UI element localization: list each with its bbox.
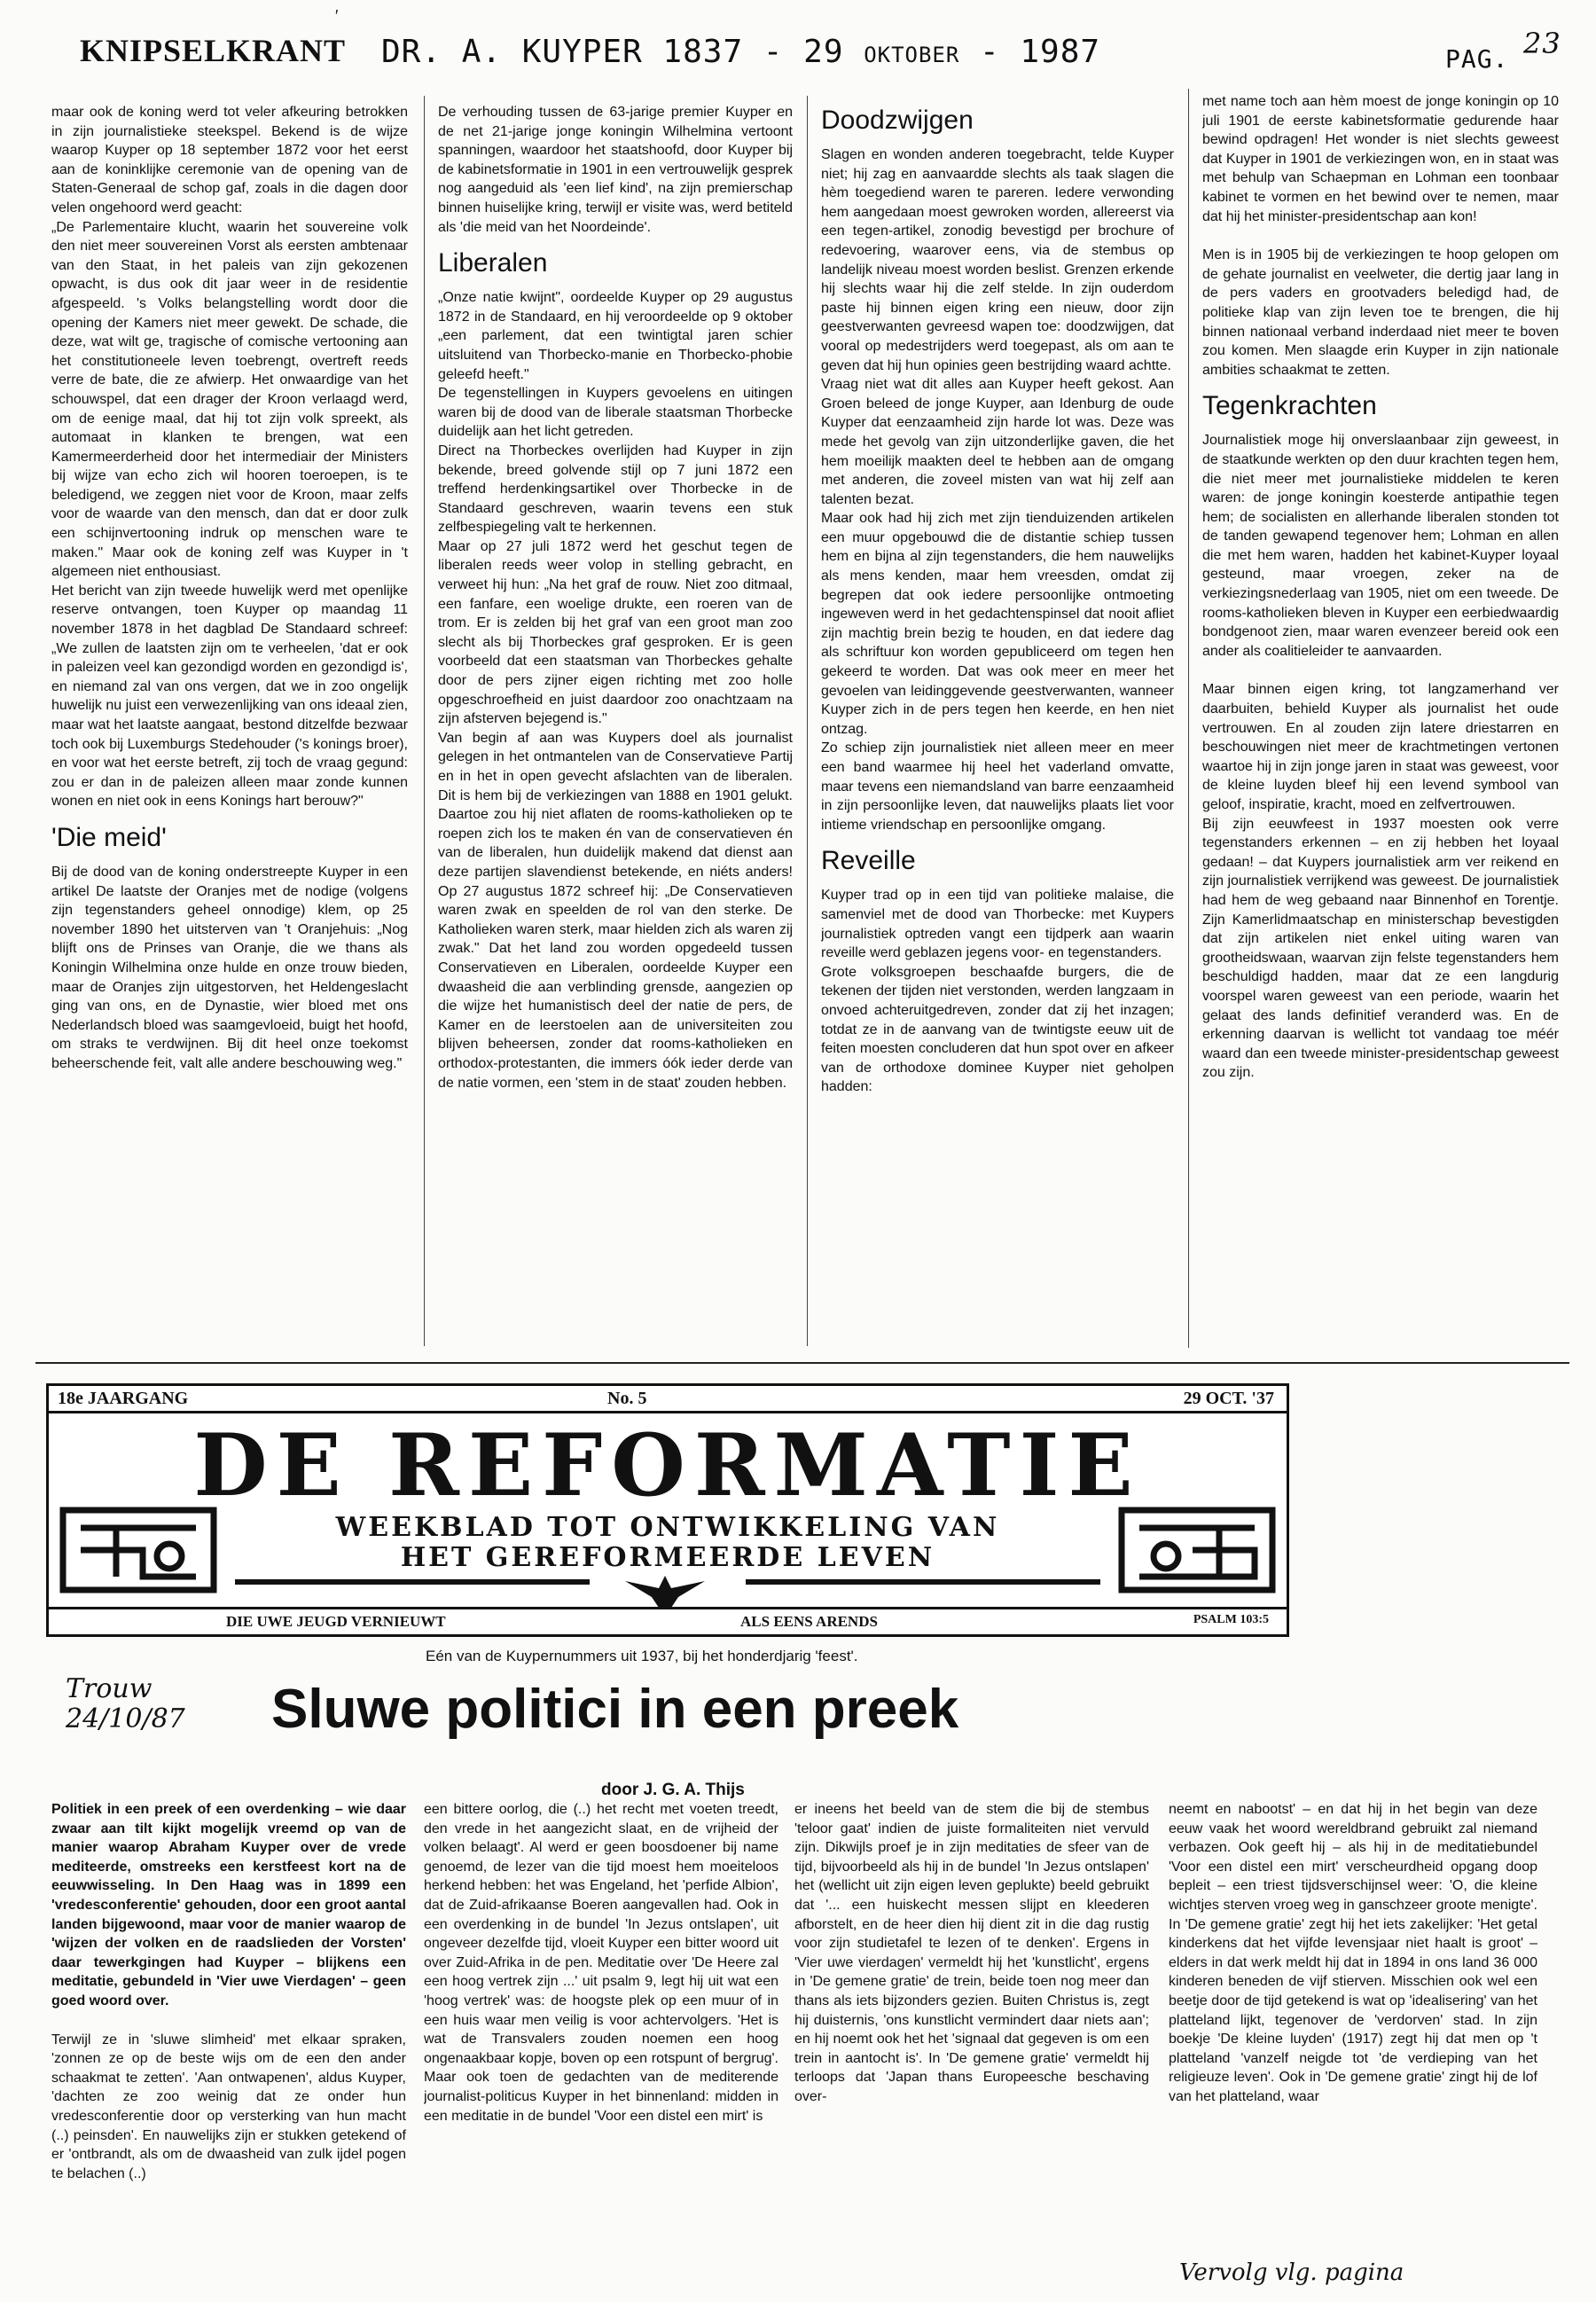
paragraph: „De Parlementaire klucht, waarin het souvereine volk den niet meer souvereinen Vorst als eersten ambtenaar van den Staat, in het paleis van zijn gekozenen opwacht, is dus ook dit jaar weer in de residentie afgespeeld. 's Volks belangstelling wordt door die opening der Kamers niet meer gewekt. De schade, die deze, wat wilt ge, tragische of comische vertooning aan het constitutioneele leven toebrengt, overtreft reeds verre de bate, die ze afwierp. Het onwaardige van het schouwspel, dat een drager der Kroon verlaagd werd, om de eenige maal, dat hij tot zijn volk spreekt, als automaat in klanken te brengen, wat een Kamermeerderheid door het intermediair der Ministers bij wijze van echo zich wil hooren toeroepen, is te beledigend, we zeggen niet voor de Kroon, maar zelfs voor de waarde van den mensch, dan dat er door zulk een schijnvertooning indruk op menschen ware te maken." Maar ook de koning zelf was Kuyper in 't algemeen niet enthousiast.: [51, 219, 408, 580]
paragraph: Vraag niet wat dit alles aan Kuyper heeft gekost. Aan Groen beleed de jonge Kuyper, aan Idenburg de oude Kuyper dat eenzaamheid zijn harde lot was. Deze was mede het gevolg van zijn uitzonderlijke gaven, die het hem moeilijk maakten deel te hebben aan de omgang met anderen, die zoveel misten van wat hij zelf aan talenten bezat.: [821, 377, 1174, 507]
paragraph: een bittere oorlog, die (..) het recht met voeten treedt, den vrede in het aangezicht slaat, en de vrijheid der volken belaagt'. Al werd er geen boosdoener bij name genoemd, de lezer van die tijd moest hem moeiteloos herkend hebben: het was Engeland, het 'perfide Albion', dat de Zuid-afrikaanse Boeren aangevallen had. Ook in een overdenking in de bundel 'In Jezus ontslapen', uit ongeveer dezelfde tijd, vloeit Kuyper een bitter woord uit over Zuid-Afrika in de pen. Meditatie over 'De Heere zal een hoog vertrek zijn ...' uit psalm 9, legt hij uit wat een 'hoog vertrek' was: de hoogste plek op een muur of in een huis waar men veilig is voor achtervolgers. 'Het is wat de Transvalers zouden noemen een hoog ongenaakbaar kopje, boven op een rotspunt of bergrug'. Maar ook toen de gedachten van de mediterende journalist-politicus Kuyper in het binnenland: midden in een meditatie in de bundel 'Voor een distel een mirt' is: [424, 1802, 778, 2124]
article2-column-4: [1169, 1800, 1537, 2243]
article2-column-2: [424, 1800, 778, 2243]
paragraph: er ineens het beeld van de stem die bij de stembus 'teloor gaat' indien de juiste formaliteiten niet vervuld zijn. Dikwijls proef je in zijn meditaties de sfeer van de tijd, bijvoorbeeld als hij in de bundel 'In Jezus ontslapen' het (wellicht uit zijn eigen leven geplukte) beeld gebruikt dat '... een huiskecht messen slijpt en kleederen afborstelt, en de heer dien hij dient zit in die dag rustig voor zijn studietafel te lezen of te denken'. Ergens in 'Vier uwe vierdagen' vermeldt hij het 'kunstlicht', ergens in 'De gemene gratie' de trein, beide toen nog meer dan thans als iets bijzonders gezien. Buiten Christus is, zegt hij duisternis, 'ons kunstlicht vermindert daar niets aan'; en hij noemt ook het het 'signaal dat gegeven is om een trein in aantocht is'. In 'De gemene gratie' vermeldt hij terloops dat 'Japan thans Europeesche beschaving over-: [794, 1802, 1149, 2104]
subheading: Tegenkrachten: [1202, 391, 1377, 421]
paragraph: Bij zijn eeuwfeest in 1937 moesten ook verre tegenstanders erkennen – en zij hebben het loyaal gedaan! – dat Kuypers journalistiek arm ver reikend en zijn journalistiek verrijkend was geweest. De journalistiek had hem de weg gebaand naar Binnenhof en Torentje. Zijn Kamerlidmaatschap en ministerschap bevestigden dat zijn artikelen niet enkel uiting waren van grootheidswaan, waarvan zijn felste tegenstanders hem beschuldigd hadden, maar dat ze een langdurig voorspel waren geweest van een periode, waarin het gelaat des lands definitief veranderd was. En de erkenning daarvan is wellicht tot vandaag toe méér waard dan een tweede minister-presidentschap geweest zou zijn.: [1202, 816, 1559, 1081]
header-title: [381, 34, 1100, 70]
masthead-top-bar: [49, 1386, 1287, 1413]
masthead-motto-bar: [49, 1607, 1287, 1634]
tick-mark: ′: [335, 7, 339, 25]
paragraph: De tegenstellingen in Kuypers gevoelens en uitingen waren bij de dood van de liberale staatsman Thorbecke duidelijk aan het licht getreden.: [438, 386, 793, 440]
column-rule: [807, 96, 808, 1346]
page-number: 23: [1523, 27, 1561, 60]
article-column-3: [821, 105, 1174, 1364]
subheading: Liberalen: [438, 248, 548, 278]
article-byline: door J. G. A. Thijs: [601, 1781, 745, 1799]
left-ornament-icon: [54, 1501, 223, 1601]
masthead-subtitle-2: HET GEREFORMEERDE LEVEN: [400, 1542, 935, 1573]
header-month: OKTOBER: [864, 43, 960, 67]
masthead-issue: No. 5: [607, 1389, 647, 1408]
article-lead: Politiek in een preek of een overdenking – wie daar zwaar aan tilt kijkt mogelijk vreemd op van de manier waarop Abraham Kuyper over de vrede mediteerde, omstreeks een kerstfeest kort na de eeuwwisseling. In Den Haag was in 1899 een 'vredesconferentie' gehouden, door een groot aantal landen bijgewoond, maar voor de manier waarop de 'wijzen der volken en de raadslieden der Vorsten' daar tewerkgingen had Kuyper – blijkens een meditatie, gebundeld in 'Vier uwe Vierdagen' – geen goed woord over.: [51, 1802, 406, 2008]
article-column-1: [51, 103, 408, 1362]
paragraph: Het bericht van zijn tweede huwelijk werd met openlijke reserve ontvangen, toen Kuyper op maandag 11 november 1878 in het dagblad De Standaard schreef: „We zullen de laatsten zijn om te verheelen, 'dat er ook in paleizen veel kan gezondigd worden en gezondigd is', en niemand zal van ons vergen, dat we in zoo ongelijk huwelijk nu juist een verwezenlijking van ons ideaal zien, maar wat het laatste aangaat, bestond ditzelfde bezwaar toch ook bij Luxemburgs Stedehouder ('s konings broer), en voor wat het eerste betreft, zij toch de vraag gegund: zou er dan in de paleizen alleen maar zonde kunnen wonen en niet ook in eens Konings hart berouw?": [51, 583, 408, 810]
paragraph: Direct na Thorbeckes overlijden had Kuyper in zijn bekende, breed golvende stijl op 7 juni 1872 een treffend herdenkingsartikel over Thorbecke in de Standaard geschreven, waarin tevens een stuk zelfbespiegeling valt te herkennen.: [438, 442, 793, 536]
paragraph: Zo schiep zijn journalistiek niet alleen meer en meer een band waarmee hij heel het vaderland omvatte, maar tevens een niemandsland van barre eenzaamheid in zijn persoonlijke leven, dat nauwelijks plaats liet voor intieme vriendschap en persoonlijke omgang.: [821, 740, 1174, 833]
column-rule: [1188, 89, 1189, 1348]
article2-column-3: [794, 1800, 1149, 2243]
article-column-4: [1202, 92, 1559, 1360]
handwritten-source-name: Trouw: [66, 1673, 153, 1704]
paragraph: Maar op 27 juli 1872 werd het geschut tegen de liberalen reeds weer volop in stelling gebracht, en verweet hij hun: „Na het graf de rouw. Niet zoo ditmaal, een fanfare, een woelige drukte, een roeren van de trom. Er is zelden bij het graf van een groot man zoo slecht als bij Thorbeckes graf gesproken. Er is geen voorbeeld dat een staatsman van Thorbeckes gehalte door de pers zijner eigen richting met zoo holle opgeschroefheid en juist daardoor zoo onachtzaam na zijn afsterven bejegend is.": [438, 538, 793, 727]
subheading: Reveille: [821, 846, 916, 876]
paragraph: Men is in 1905 bij de verkiezingen te hoop gelopen om de gehate journalist en veelweter, die dertig jaar lang in de pers vaders en grootvaders beledigd had, de politieke klap van zijn leven toe te brengen, die hij binnen nationaal verband inderdaad niet meer te boven zou komen. Men slaagde erin Kuyper in zijn nationale ambities schaakmat te zetten.: [1202, 247, 1559, 378]
article-column-2: [438, 103, 793, 1362]
paragraph: Kuyper trad op in een tijd van politieke malaise, die samenviel met de dood van Thorbecke: met Kuypers journalistiek optreden vangt een tijdperk aan waarin reveille werd geblazen jegens voor- en tegenstanders.: [821, 888, 1174, 961]
paragraph: Maar ook had hij zich met zijn tienduizenden artikelen een muur opgebouwd die de distantie schiep tussen hem en bijna al zijn tegenstanders, die hem nauwelijks als mens kenden, maar hem vreesden, omdat zij begrepen dat ook iedere persoonlijke ontmoeting ingeweven werd in het gedachtenspinsel dat nooit afliet zijn machtig brein bezig te houden, en dat iedere dag als schriftuur kon worden gepubliceerd om tegen hen gekeerd te worden. Dat was ook meer en meer het gevoelen van leidinggevende geestverwanten, wanneer Kuyper zich in de pers tegen hen keerde, en hen niet ontzag.: [821, 511, 1174, 737]
paragraph: Bij de dood van de koning onderstreepte Kuyper in een artikel De laatste der Oranjes met de nodige (volgens zijn tegenstanders geheel onnodige) klem, op 25 november 1890 het uitsterven van 't Oranjehuis: „Nog blijft ons de Prinses van Oranje, die we thans als Koningin Wilhelmina onze hulde en onze trouw bieden, maar de Oranjes zijn uitgestorven, het Heldengeslacht ging van ons, en de Dynastie, wier bloed met ons Nederlandsch bloed was saamgevloeid, buigt het hoofd, om straks te verdwijnen. Bij dit heel onze toekomst beheerschende feit, valt alle andere beschouwing weg.": [51, 864, 408, 1071]
paragraph: Grote volksgroepen beschaafde burgers, die de tekenen der tijden niet verstonden, werden langzaam in onvoed achteruitgedreven, zonder dat zij het inzagen; totdat ze in de aanvang van de twintigste eeuw uit de feiten moesten concluderen dat hun spot over en afkeer van de orthodoxe dominee Kuyper niet geholpen hadden:: [821, 964, 1174, 1095]
paragraph: Terwijl ze in 'sluwe slimheid' met elkaar spraken, 'zonnen ze op de beste wijs om de een den ander schaakmat te zetten'. 'Aan ontwapenen', aldus Kuyper, 'dachten ze zoo weinig dat ze onder hun vredesconferentie door op versterking van hun macht (..) peinsden'. En nauwelijks zijn er stukken getekend of er 'ontbrandt, als om de dwaasheid van zulk ijdel pogen te belachen (..): [51, 2032, 406, 2181]
masthead-motto-left: DIE UWE JEUGD VERNIEUWT: [226, 1613, 446, 1630]
masthead-motto-right: ALS EENS ARENDS: [740, 1613, 878, 1630]
article-headline: Sluwe politici in een preek: [271, 1679, 959, 1740]
paragraph: Van begin af aan was Kuypers doel als journalist gelegen in het ontmantelen van de Conservatieve Partij en in het in open gevecht afslachten van de liberalen. Dit is hem bij de verkiezingen van 1888 en 1901 gelukt. Daartoe zou hij niet aflaten de rooms-katholieken op te roepen zich los te maken én van de conservatieven én van de liberalen, hun duidelijk makend dat dienst aan deze partijen slavendienst betekende, en niéts anders! Op 27 augustus 1872 schreef hij: „De Conservatieven waren zwak en speelden de rol van den sterke. De Katholieken waren sterk, maar hielden zich als waren zij zwak." Dat het land zou worden opgedeeld tussen Conservatieven en Liberalen, oordeelde Kuyper een dwaasheid die aan verblinding grensde, aangezien op die wijze het humanistisch deel der natie de pers, de Kamer en de leerstoelen aan de universiteiten zou blijven beheersen, zonder dat rooms-katholieken en orthodox-protestanten, die immers óók ieder derde van de natie vormen, een 'stem in de staat' zouden hebben.: [438, 730, 793, 1091]
masthead-motto-ref: PSALM 103:5: [1193, 1613, 1269, 1626]
section-divider: [35, 1362, 1569, 1364]
paragraph: Slagen en wonden anderen toegebracht, telde Kuyper niet; hij zag en aanvaardde slechts als taak slagen die hèm toegediend waren te pareren. Iedere verwonding hem aangedaan moest gewroken worden, allereerst via een tegen-artikel, zonodig bevestigd per brochure of redevoering, waarover eens, via de stembus op landelijk niveau moest worden beslist. Grenzen erkende hij slechts waar hij die zelf stelde. In zijn ouderdom paste hij binnen eigen kring een nieuw, door zijn geestverwanten gevreesd wapen toe: doodzwijgen, dat vooral op medestrijders werd toegepast, als om aan te geven dat hij hun opinies geen bestrijding waard achtte.: [821, 147, 1174, 373]
page-label: PAG.: [1445, 44, 1509, 74]
masthead-volume: 18e JAARGANG: [58, 1389, 189, 1408]
column-rule: [424, 96, 425, 1346]
paragraph: Journalistiek moge hij onverslaanbaar zijn geweest, in de staatkunde werkten op den duur krachten tegen hem, die niet meer met journalistieke middelen te keren waren: de jonge koningin koesterde antipathie tegen hem; de socialisten en allerhande liberalen stonden tot de tanden gewapend tegenover hem; Lohman en allen die met hem waren, hadden het kabinet-Kuyper loyaal gesteund, maar vroegen, zeker na de verkiezingsnederlaag van 1905, niet om een tweede. De rooms-katholieken bleven in Kuyper een eerbiedwaardig bondgenoot zien, maar waren evenzeer bereid ook een ander als coalitieleider te aanvaarden.: [1202, 433, 1559, 659]
paragraph: Maar binnen eigen kring, tot langzamerhand ver daarbuiten, behield Kuyper als journalist het oude vertrouwen. En al zouden zijn latere driestarren en beschouwingen niet meer de krachtmetingen vertonen waartoe hij in zijn jonge jaren in staat was geweest, voor de kleine luyden bleef hij een levend symbool van geloof, inspiratie, kracht, moed en zelfvertrouwen.: [1202, 682, 1559, 812]
handwritten-source: [66, 1674, 185, 1734]
paragraph: De verhouding tussen de 63-jarige premier Kuyper en de net 21-jarige jonge koningin Wilhelmina vertoont spanningen, waardoor het staatshoofd, door Kuyper bij de kabinetsformatie in 1901 in een vertrouwelijk gesprek nog aangeduid als 'een lief kind', na zijn premierschap binnen huiselijke kring, terwijl er visite was, werd betiteld als 'die meid van het Noordeinde'.: [438, 105, 793, 235]
header-title-b: - 1987: [980, 34, 1101, 70]
clipping-label: KNIPSELKRANT: [80, 33, 347, 68]
masthead-bar-icon: [235, 1577, 1100, 1587]
masthead-title: DE REFORMATIE: [193, 1415, 1142, 1515]
paragraph: neemt en nabootst' – en dat hij in het begin van deze eeuw vaak het woord wereldbrand gebruikt zal niemand verbazen. Ook geeft hij – als hij in de meditatiebundel 'Voor een distel een mirt' verscheurdheid opgang doop bepleit – een triest tijdsverschijnsel weer: 'O, die kleine wichtjes sterven vroeg weg in ganschzeer groote menigte'. In 'De gemene gratie' zegt hij het iets zakelijker: 'Het getal kinderkens dat het vijfde levensjaar niet haalt is groot' – elders in dat werk meldt hij dat in 1894 in ons land 36 000 kinderen beneden de vijf stierven. Misschien ook wel een beetje door de tijd getekend is wat op 'idealisering' van het platteland lijkt, tegenover de 'verdorven' stad. In zijn boekje 'De kleine luyden' (1917) zegt hij dat men op 't platteland 'vanzelf neigde tot 'de verdieping van het religieuze leven'. Ook in 'De gemene gratie' zingt hij de lof van het platteland, waar: [1169, 1802, 1537, 2104]
image-caption: Eén van de Kuypernummers uit 1937, bij het honderdjarig 'feest'.: [426, 1648, 858, 1664]
reformatie-masthead: [46, 1383, 1289, 1637]
handwritten-continuation-note: Vervolg vlg. pagina: [1179, 2259, 1404, 2286]
masthead-date: 29 OCT. '37: [1183, 1389, 1274, 1408]
subheading: 'Die meid': [51, 822, 167, 852]
paragraph: met name toch aan hèm moest de jonge koningin op 10 juli 1901 de eerste kabinetsformatie gedurende haar bewind opdragen! Het wonder is niet slechts geweest dat Kuyper in 1901 de verkiezingen won, en in staat was met behulp van Schaepman en Lohman een toonbaar kabinet te vormen en het bewind over te nemen, maar dat hij het minister-presidentschap aan kon!: [1202, 94, 1559, 224]
right-ornament-icon: [1113, 1501, 1281, 1601]
masthead-subtitle-1: WEEKBLAD TOT ONTWIKKELING VAN: [335, 1512, 1000, 1543]
handwritten-source-date: 24/10/87: [66, 1703, 185, 1734]
article2-column-1: [51, 1800, 406, 2243]
subheading: Doodzwijgen: [821, 106, 974, 135]
header-title-a: DR. A. KUYPER 1837 - 29: [381, 34, 844, 70]
paragraph: maar ook de koning werd tot veler afkeuring betrokken in zijn journalistieke steekspel. Bekend is de wijze waarop Kuyper op 18 september 1872 voor het eerst aan de koninklijke ceremonie van de opening van de Staten-Generaal de schop gaf, zoals in die dagen door velen ongehoord werd geacht:: [51, 105, 408, 215]
paragraph: „Onze natie kwijnt", oordeelde Kuyper op 29 augustus 1872 in de Standaard, en hij veroordeelde op 9 oktober „een parlement, dat een twintigtal jaren schier uitsluitend van Thorbecko-manie en Thorbecko-phobie geleefd heeft.": [438, 290, 793, 382]
